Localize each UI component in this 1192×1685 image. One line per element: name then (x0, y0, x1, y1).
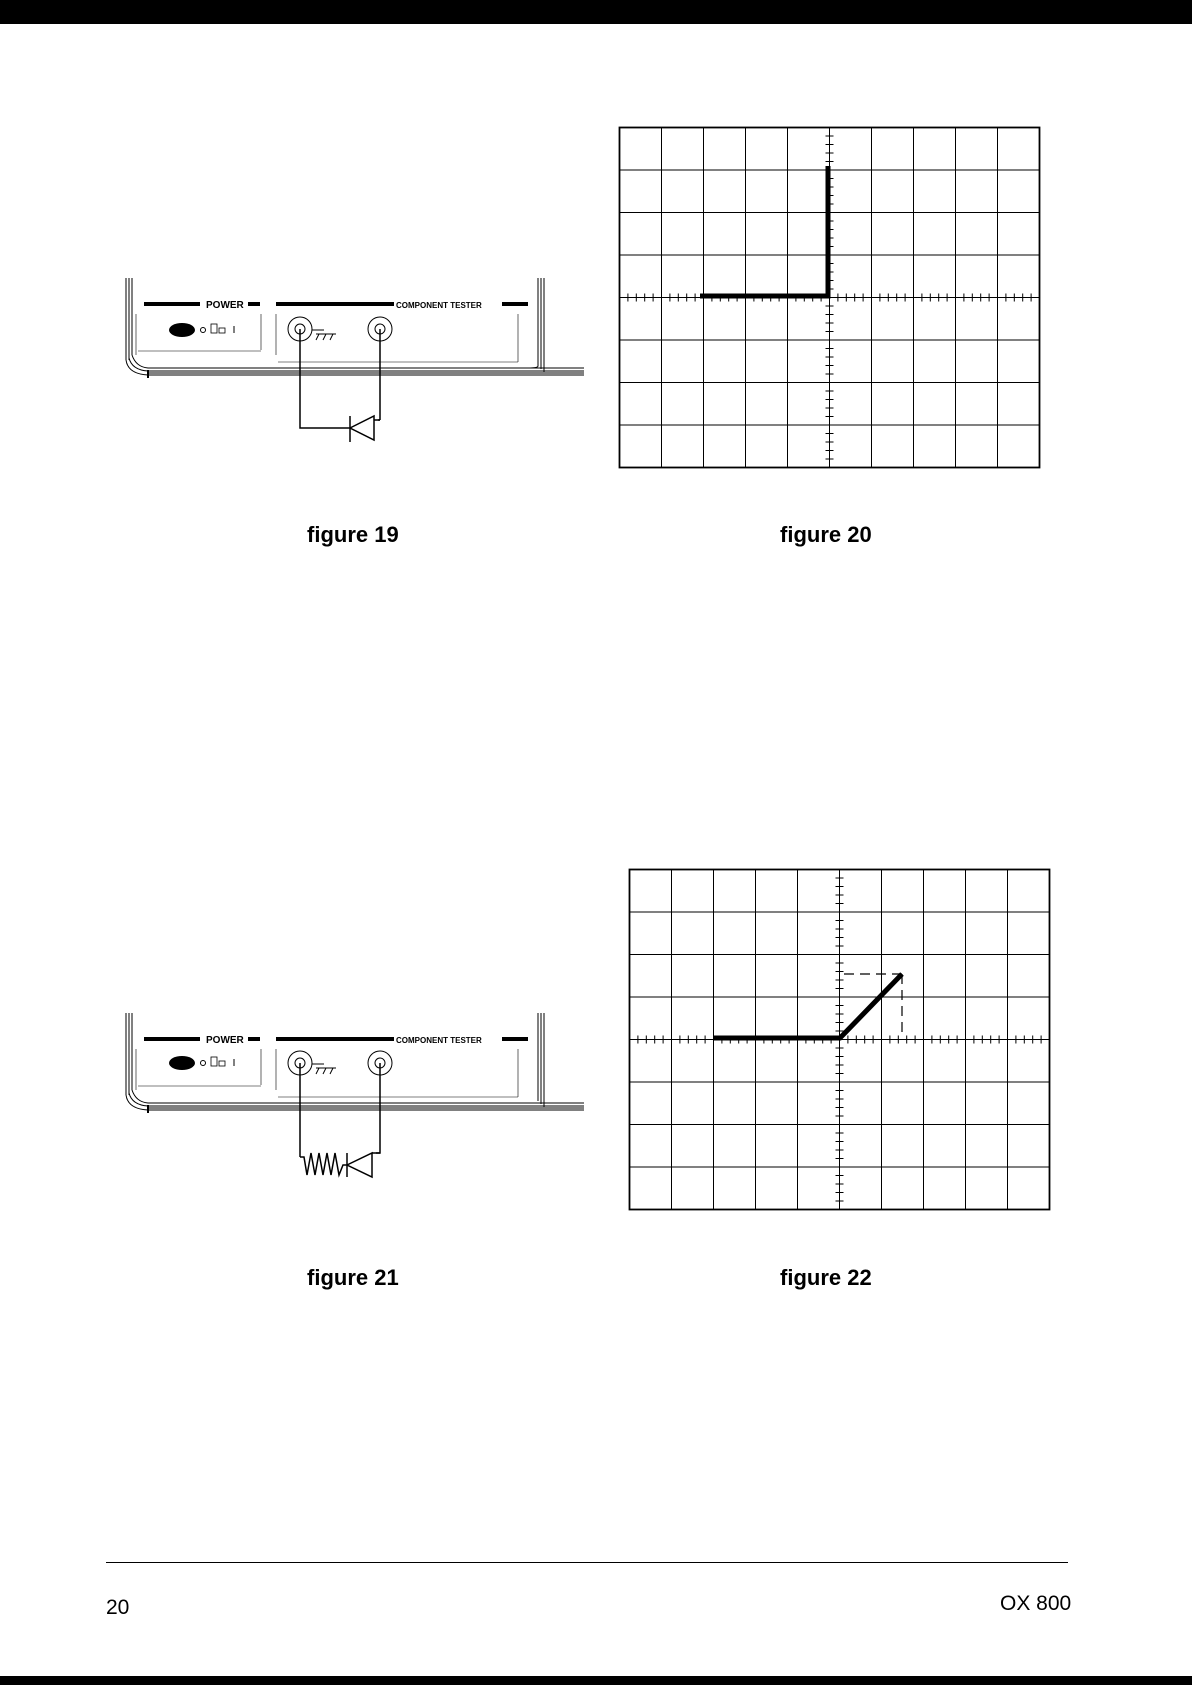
model-name: OX 800 (1000, 1592, 1072, 1615)
figure-21-caption: figure 21 (307, 1265, 399, 1290)
figure-21-panel-diagram (118, 1005, 584, 1195)
figure-19-panel-diagram (118, 270, 584, 450)
figure-22-caption: figure 22 (780, 1265, 872, 1290)
figure-19-caption: figure 19 (307, 522, 399, 547)
tester-label-2: COMPONENT TESTER (396, 1036, 482, 1045)
trace-resistor-diode-curve (714, 974, 902, 1038)
tester-label: COMPONENT TESTER (396, 301, 482, 310)
power-label: POWER (206, 300, 244, 311)
figure-20-scope-display (618, 126, 1041, 472)
top-border (0, 0, 1192, 24)
figure-20-caption: figure 20 (780, 522, 872, 547)
footer-rule (106, 1562, 1068, 1563)
page-number: 20 (106, 1596, 130, 1619)
figure-22-scope-display (628, 868, 1051, 1214)
power-label-2: POWER (206, 1035, 244, 1046)
trace-diode-curve (700, 166, 828, 296)
bottom-border (0, 1676, 1192, 1685)
